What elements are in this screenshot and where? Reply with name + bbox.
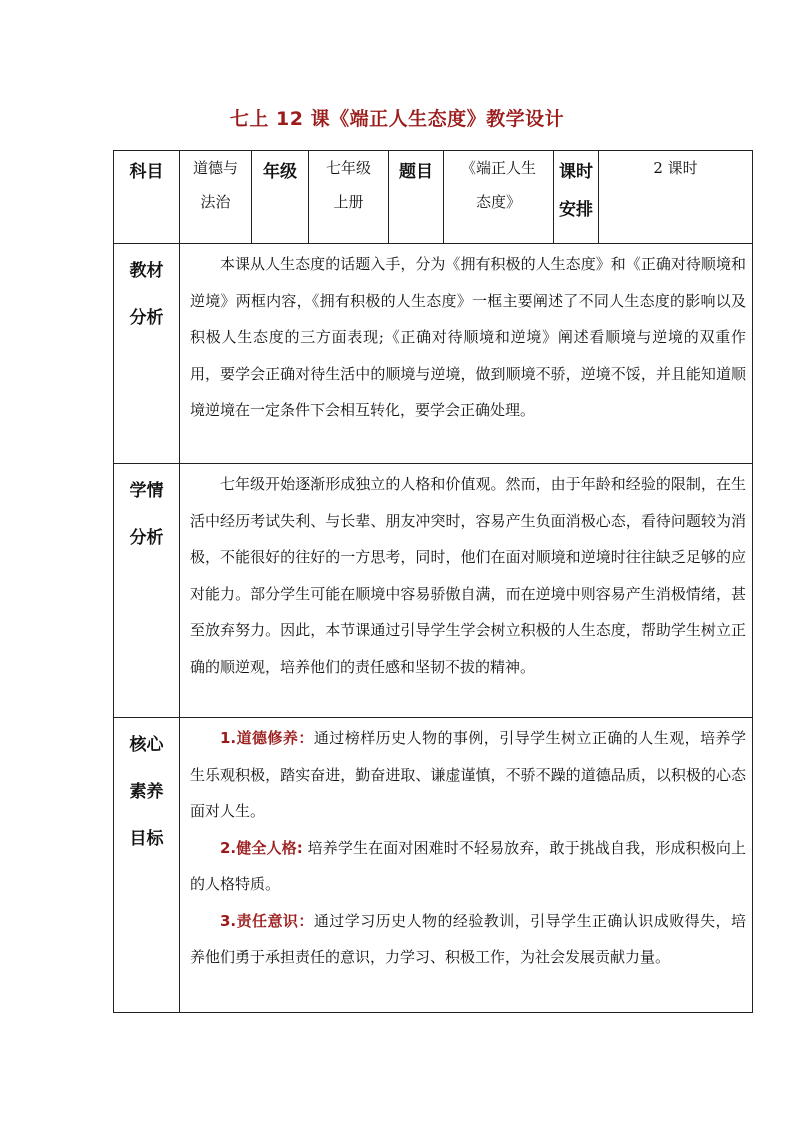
subject-label: 科目 — [114, 151, 180, 244]
goal-item — [190, 830, 746, 903]
info-row — [114, 151, 753, 244]
textbook-analysis-content: 本课从人生态度的话题入手，分为《拥有积极的人生态度》和《正确对待顺境和逆境》两框内容，《拥有积极的人生态度》一框主要阐述了不同人生态度的影响以及积极人生态度的三方面表现;《正确对待顺境和逆境》阐述看顺境与逆境的双重作用，要学会正确对待生活中的顺境与逆境，做到顺境不骄，逆境不馁，并且能知道顺境逆境在一定条件下会相互转化，要学会正确处理。 — [180, 244, 753, 464]
core-goals-row — [114, 718, 753, 1013]
subject-value: 道德与 法治 — [180, 151, 252, 244]
textbook-analysis-label: 教材 分析 — [114, 244, 180, 464]
topic-label: 题目 — [389, 151, 444, 244]
goal-text: 通过学习历史人物的经验教训，引导学生正确认识成败得失，培养他们勇于承担责任的意识，力学习、积极工作，为社会发展贡献力量。 — [190, 911, 746, 966]
textbook-analysis-row — [114, 244, 753, 464]
goal-heading: 3.责任意识： — [220, 911, 314, 930]
document-title: 七上 12 课《端正人生态度》教学设计 — [229, 108, 565, 130]
goal-text: 培养学生在面对困难时不轻易放弃，敢于挑战自我，形成积极向上的人格特质。 — [190, 838, 746, 893]
goal-heading: 2.健全人格: — [220, 838, 303, 857]
learner-analysis-content: 七年级开始逐渐形成独立的人格和价值观。然而，由于年龄和经验的限制，在生活中经历考试失利、与长辈、朋友冲突时，容易产生负面消极心态，看待问题较为消极，不能很好的往好的一方思考，同时，他们在面对顺境和逆境时往往缺乏足够的应对能力。部分学生可能在顺境中容易骄傲自满，而在逆境中则容易产生消极情绪，甚至放弃努力。因此，本节课通过引导学生学会树立积极的人生态度，帮助学生树立正确的顺逆观，培养他们的责任感和坚韧不拔的精神。 — [180, 464, 753, 718]
goal-heading: 1.道德修养： — [220, 729, 314, 747]
goal-item — [190, 903, 746, 976]
grade-label: 年级 — [252, 151, 309, 244]
goal-item — [190, 720, 746, 830]
class-hours-label: 课时 安排 — [554, 151, 599, 244]
core-goals-label: 核心 素养 目标 — [114, 718, 180, 1013]
lesson-plan-table — [113, 150, 753, 1013]
learner-analysis-row — [114, 464, 753, 718]
class-hours-value: 2 课时 — [599, 151, 753, 244]
core-goals-content — [180, 718, 753, 1013]
grade-value: 七年级 上册 — [309, 151, 389, 244]
goal-text: 通过榜样历史人物的事例，引导学生树立正确的人生观，培养学生乐观积极，踏实奋进，勤奋进取、谦虚谨慎，不骄不躁的道德品质，以积极的心态面对人生。 — [190, 729, 746, 820]
topic-value: 《端正人生 态度》 — [444, 151, 554, 244]
learner-analysis-label: 学情 分析 — [114, 464, 180, 718]
